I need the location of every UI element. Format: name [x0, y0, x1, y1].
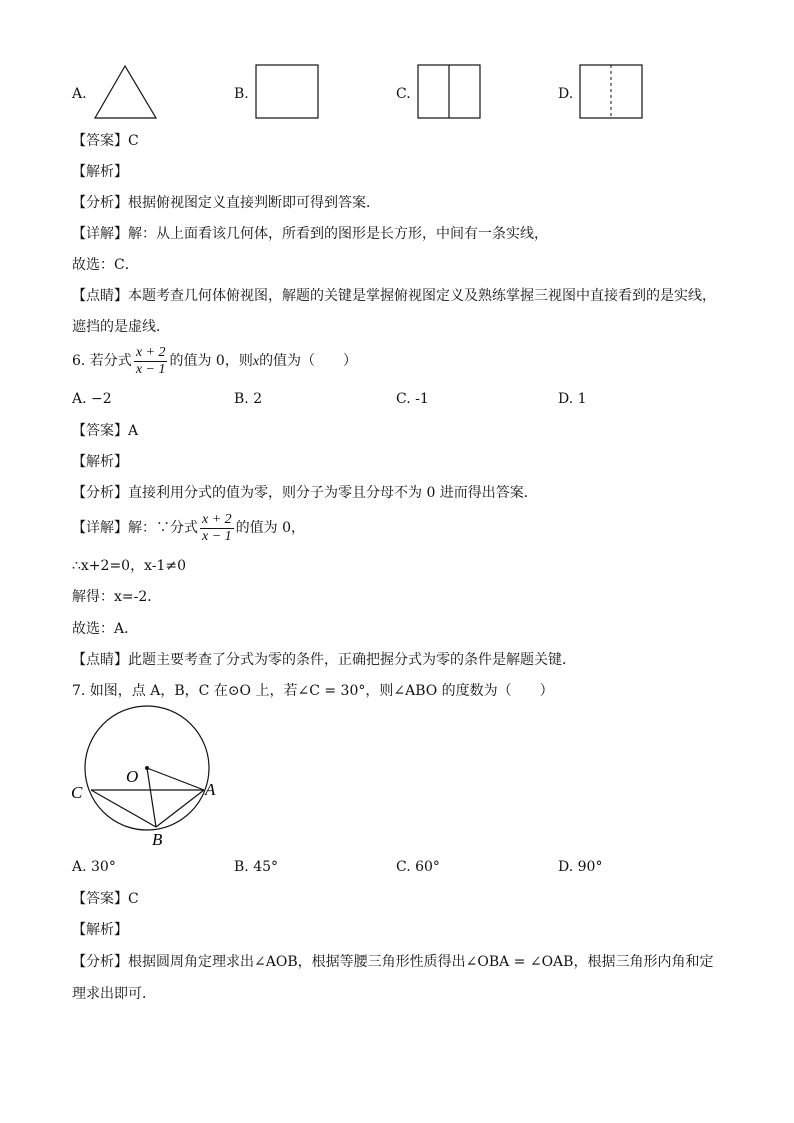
q6-guxuan: 故选：A．: [72, 621, 139, 637]
label-b: B: [152, 830, 163, 849]
q6-xiangjie-fraction: [200, 512, 234, 545]
q6-stem-mid: 的值为 0，则: [169, 353, 253, 369]
label-a: A: [205, 780, 216, 799]
q7-answer: 【答案】C: [72, 891, 139, 907]
q7-stem: 7. 如图，点 A，B，C 在⊙O 上，若∠C = 30°，则∠ABO 的度数为（ ）: [72, 683, 554, 699]
q7-analysis-heading: 【解析】: [72, 922, 128, 938]
q6-step1: ∴x+2=0，x-1≠0: [72, 558, 187, 574]
q6-stem: [72, 343, 357, 380]
q5-answer: 【答案】C: [72, 133, 139, 149]
q7-option-d: D. 90°: [558, 859, 603, 875]
q7-fenxi-line1: 【分析】根据圆周角定理求出∠AOB，根据等腰三角形性质得出∠OBA = ∠OAB，根据三角形内角和定: [72, 954, 714, 970]
q7-option-b: B. 45°: [234, 859, 279, 875]
q6-dianjing: 【点睛】此题主要考查了分式为零的条件，正确把握分式为零的条件是解题关键．: [72, 652, 576, 668]
q6-xiangjie-pre: 【详解】解：∵分式: [72, 520, 198, 536]
q6-step2: 解得：x=-2．: [72, 589, 162, 605]
q6-analysis-heading: 【解析】: [72, 454, 128, 470]
q7-option-c: C. 60°: [396, 859, 440, 875]
q6-option-b: B. 2: [234, 391, 263, 407]
q5-dianjing-line1: 【点睛】本题考查几何体俯视图，解题的关键是掌握俯视图定义及熟练掌握三视图中直接看到的是实线，: [72, 288, 716, 304]
q5-option-a-label: A.: [72, 86, 87, 102]
q7-fenxi-line2: 理求出即可．: [72, 986, 156, 1002]
q6-stem-start: 6. 若分式: [72, 353, 132, 369]
q6-option-c: C. -1: [396, 391, 429, 407]
q5-fenxi: 【分析】根据俯视图定义直接判断即可得到答案．: [72, 195, 380, 211]
q5-option-d-label: D.: [558, 86, 574, 102]
q5-option-c-label: C.: [396, 86, 411, 102]
circle-figure: [68, 704, 228, 854]
q6-xiangjie: [72, 510, 305, 546]
q6-option-a: A. −2: [72, 391, 112, 407]
q6-xiangjie-fraction-denominator: x − 1: [202, 528, 232, 544]
q6-fraction: [134, 345, 168, 378]
q5-option-b-label: B.: [234, 86, 249, 102]
q5-analysis-heading: 【解析】: [72, 164, 128, 180]
center-point: [145, 766, 149, 770]
q6-variable: x: [252, 354, 260, 369]
q6-fraction-numerator: x + 2: [135, 344, 166, 360]
q5-dianjing-line2: 遮挡的是虚线．: [72, 319, 170, 335]
q6-xiangjie-fraction-numerator: x + 2: [202, 511, 232, 527]
q6-stem-end: 的值为（ ）: [259, 353, 358, 369]
label-o: O: [126, 767, 139, 786]
rectangle-figure: [255, 64, 321, 120]
label-c: C: [71, 783, 83, 802]
chord-ab: [156, 790, 204, 827]
radius-oa: [147, 768, 204, 790]
rectangle-solid-line-figure: [417, 64, 483, 120]
q5-guxuan: 故选：C．: [72, 257, 139, 273]
q6-fraction-denominator: x − 1: [135, 361, 166, 377]
q6-option-d: D. 1: [558, 391, 587, 407]
radius-ob: [147, 768, 156, 827]
q6-answer: 【答案】A: [72, 423, 139, 439]
triangle-figure: [93, 63, 159, 121]
rectangle-dashed-line-figure: [579, 64, 645, 120]
q6-xiangjie-post: 的值为 0，: [235, 520, 306, 536]
q5-xiangjie: 【详解】解：从上面看该几何体，所看到的图形是长方形，中间有一条实线，: [72, 226, 548, 242]
q7-option-a: A. 30°: [72, 859, 116, 875]
q6-fenxi: 【分析】直接利用分式的值为零，则分子为零且分母不为 0 进而得出答案．: [72, 485, 538, 501]
